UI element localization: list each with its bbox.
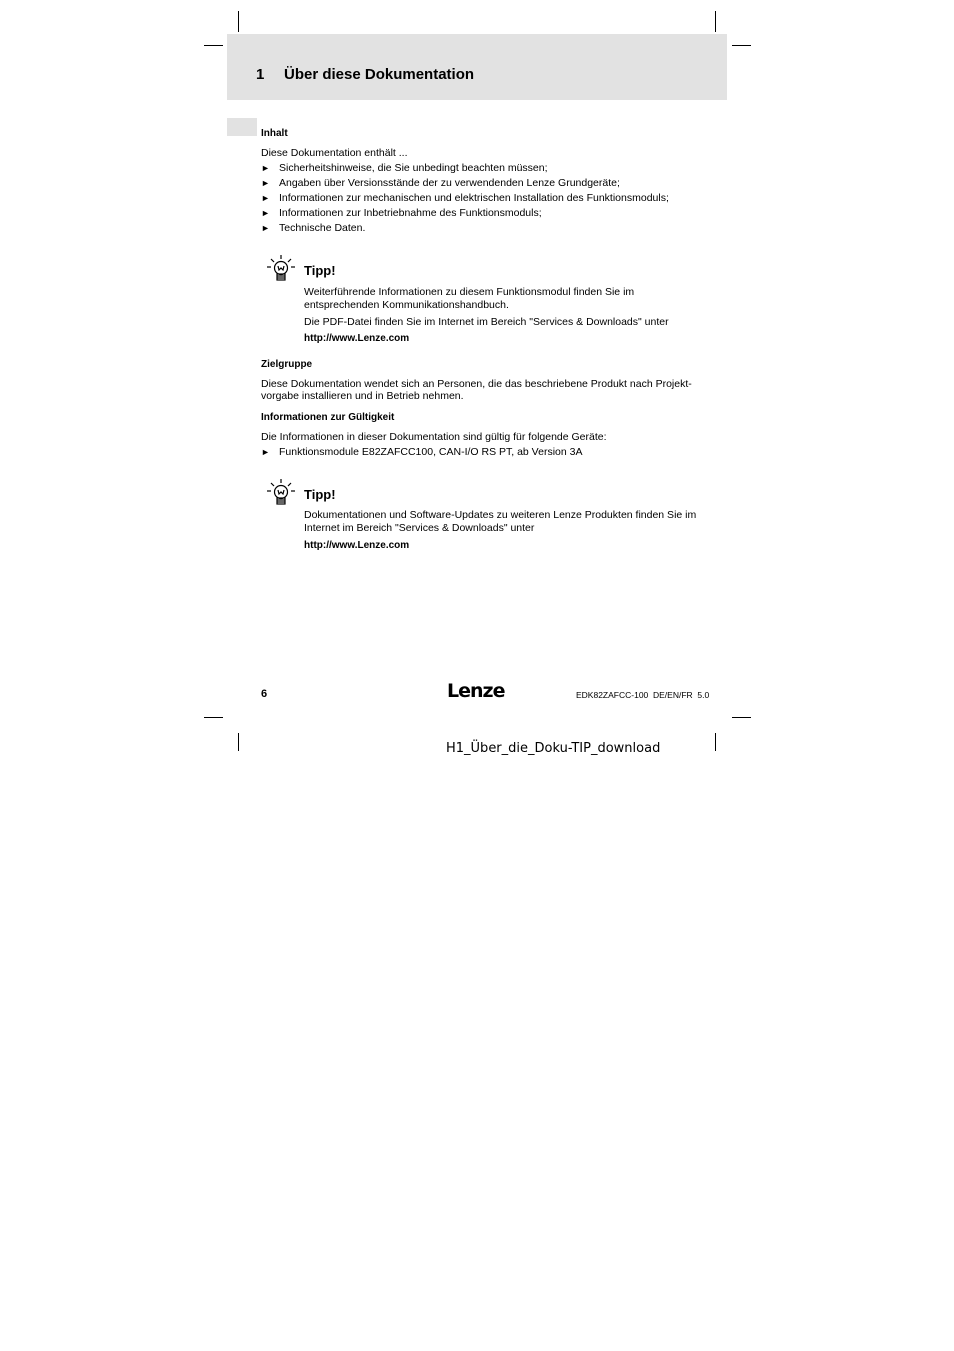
triangle-bullet-icon: ► [261, 193, 270, 203]
list-item: ► Technische Daten. [261, 222, 366, 234]
triangle-bullet-icon: ► [261, 178, 270, 188]
crop-mark [204, 717, 223, 718]
list-item: ► Funktionsmodule E82ZAFCC100, CAN-I/O RS PT, ab Version 3A [261, 446, 583, 458]
list-item: ► Informationen zur Inbetriebnahme des Funktionsmoduls; [261, 207, 542, 219]
crop-mark [732, 45, 751, 46]
tip-text: Weiterführende Informationen zu diesem Funktionsmodul finden Sie im entsprechenden Kommunikationshandbuch. [304, 286, 635, 311]
crop-mark [732, 717, 751, 718]
lenze-link[interactable]: http://www.Lenze.com [304, 333, 410, 344]
crop-mark [715, 733, 716, 751]
triangle-bullet-icon: ► [261, 223, 270, 233]
section-heading-zielgruppe: Zielgruppe [261, 359, 313, 370]
document-reference: EDK82ZAFCC-100 DE/EN/FR 5.0 [576, 690, 710, 700]
tip-title: Tipp! [304, 263, 336, 278]
gueltigkeit-intro: Die Informationen in dieser Dokumentation sind gültig für folgende Geräte: [261, 431, 607, 443]
lightbulb-icon [266, 478, 296, 506]
triangle-bullet-icon: ► [261, 447, 270, 457]
side-tab-marker [227, 118, 257, 136]
page-number: 6 [261, 688, 268, 700]
lenze-link[interactable]: http://www.Lenze.com [304, 540, 410, 551]
tip-text: Dokumentationen und Software-Updates zu weiteren Lenze Produkten finden Sie im Internet im Bereich "Services & Downloads" unter [304, 509, 697, 534]
triangle-bullet-icon: ► [261, 208, 270, 218]
gueltigkeit-bullet-list [261, 445, 582, 460]
list-item: ► Angaben über Versionsstände der zu verwendenden Lenze Grundgeräte; [261, 177, 620, 189]
crop-mark [238, 11, 239, 32]
file-name-label: H1_Über_die_Doku-TIP_download [446, 741, 661, 756]
triangle-bullet-icon: ► [261, 163, 270, 173]
list-item: ► Informationen zur mechanischen und elektrischen Installation des Funktionsmoduls; [261, 192, 669, 204]
section-heading-inhalt: Inhalt [261, 128, 288, 139]
chapter-title: Über diese Dokumentation [284, 66, 475, 83]
tip-text: Die PDF-Datei finden Sie im Internet im Bereich "Services & Downloads" unter [304, 316, 669, 328]
crop-mark [715, 11, 716, 32]
zielgruppe-text: Diese Dokumentation wendet sich an Personen, die das beschriebene Produkt nach Projekt-vorgabe installieren und in Betrieb nehmen. [261, 378, 692, 402]
inhalt-bullet-list [261, 161, 669, 236]
inhalt-intro: Diese Dokumentation enthält ... [261, 147, 408, 159]
crop-mark [204, 45, 223, 46]
crop-mark [238, 733, 239, 751]
section-heading-gueltigkeit: Informationen zur Gültigkeit [261, 412, 395, 423]
tip-title: Tipp! [304, 487, 336, 502]
list-item: ► Sicherheitshinweise, die Sie unbedingt beachten müssen; [261, 162, 548, 174]
lightbulb-icon [266, 254, 296, 282]
chapter-number: 1 [256, 66, 265, 83]
lenze-logo: Lenze [447, 680, 505, 702]
